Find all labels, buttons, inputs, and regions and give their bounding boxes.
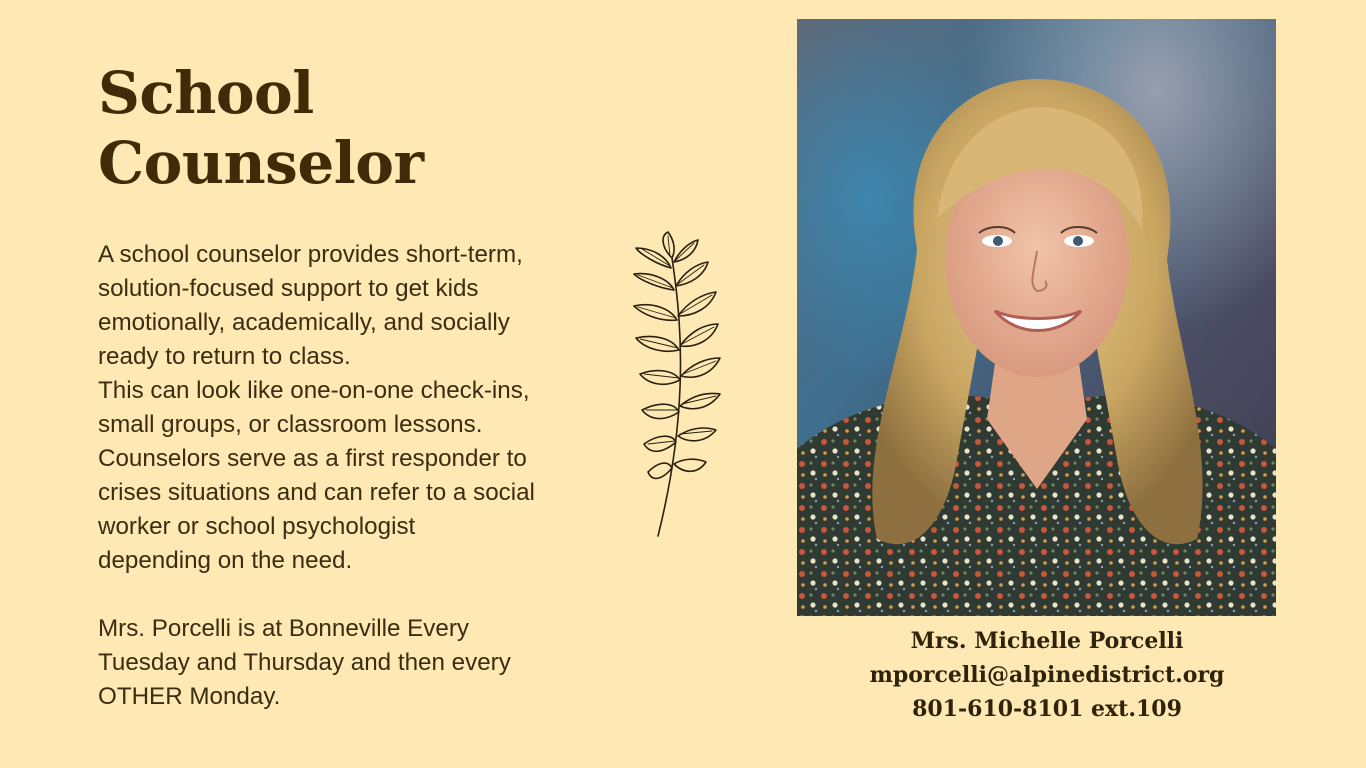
description-line: Counselors serve as a first responder to [98,445,527,472]
description-line: small groups, or classroom lessons. [98,411,483,438]
schedule-line: OTHER Monday. [98,683,281,710]
title-line-1: School [98,59,314,127]
title-line-2: Counselor [98,129,424,197]
counselor-phone: 801-610-8101 ext.109 [912,696,1182,722]
schedule-line: Tuesday and Thursday and then every [98,649,511,676]
description-line: worker or school psychologist [98,513,416,540]
schedule-text [98,612,598,714]
description-line: ready to return to class. [98,343,351,370]
schedule-line: Mrs. Porcelli is at Bonneville Every [98,615,469,642]
description-line: emotionally, academically, and socially [98,309,510,336]
counselor-email[interactable]: mporcelli@alpinedistrict.org [869,662,1225,688]
description-line: solution-focused support to get kids [98,275,479,302]
description-line: depending on the need. [98,547,353,574]
leaf-branch-icon [622,228,744,543]
page-title [98,58,518,198]
counselor-name: Mrs. Michelle Porcelli [910,628,1184,654]
description-line: A school counselor provides short-term, [98,241,523,268]
counselor-portrait [797,19,1276,616]
contact-info [797,624,1297,726]
description-line: crises situations and can refer to a social [98,479,535,506]
counselor-description [98,238,598,578]
description-line: This can look like one-on-one check-ins, [98,377,530,404]
